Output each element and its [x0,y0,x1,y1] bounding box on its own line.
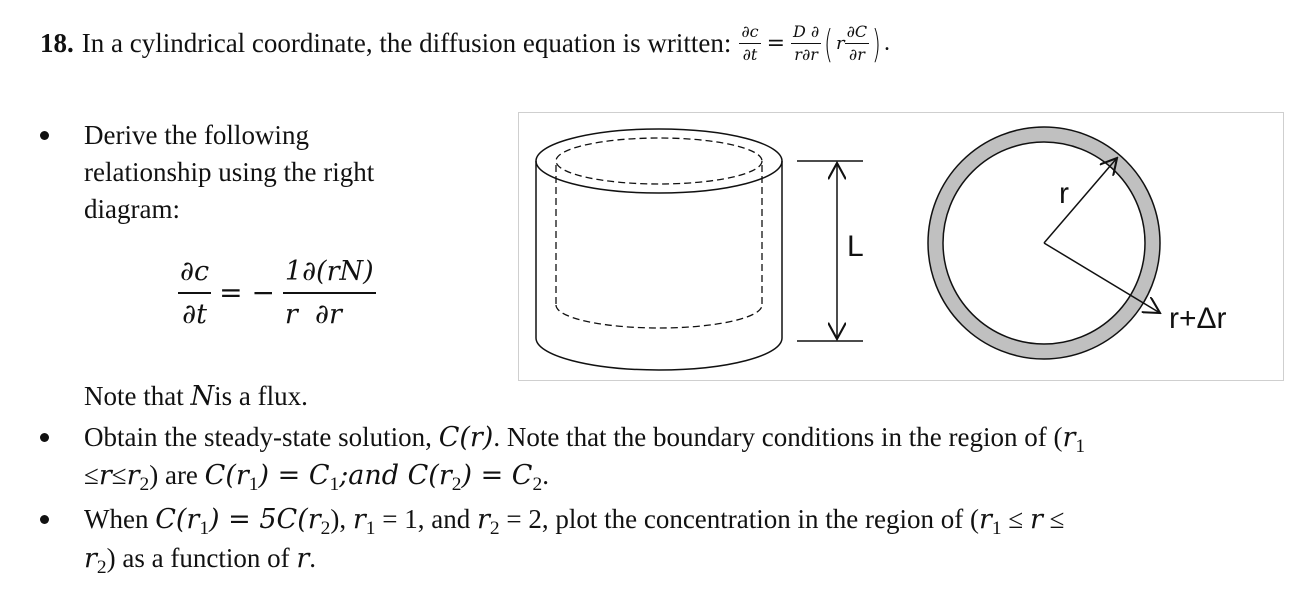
diagram-svg [519,113,1285,382]
cylinder-shape [536,129,782,370]
cylinder-diagram [518,112,1284,381]
length-dimension [797,161,864,341]
bullet-dot [40,515,49,524]
eq-lhs: $\frac{\partial c}{\partial t}$ [741,22,759,64]
bullet2-line1: Obtain the steady-state solution, C(r). Note that the boundary conditions in the region of ($r_1$ [84,422,1086,457]
bullet1-line1: Derive the following [84,120,309,150]
bullet3-line1: When $C(r_1) = 5C(r_2)$, $r_1 = 1$, and $r_2 = 2$, plot the concentration in the region of ($r_1 \le r$ ≤ [84,504,1065,539]
bullet-dot [40,131,49,140]
annulus-cross-section [928,127,1227,359]
flux-note: Note that Nis a flux. [84,381,308,412]
problem-text: In a cylindrical coordinate, the diffusion equation is written: [81,28,732,58]
bullet2-line2: $\le r\le r_2$) are $C(r_1)$ = $C_1;and$ $C(r_2) = C_2$. [84,460,549,495]
bullet-dot [40,433,49,442]
diffusion-equation: $\frac{\partial c}{\partial t}$ = $\frac{D \partial}{r\partial r}$ ( r $\frac{\partial C}{\partial r}$ ) . [741,21,890,66]
flux-equation: ∂c ∂t = − 1∂(rN) r ∂r [180,256,374,330]
problem-number: 18. [40,28,74,58]
eq-rhs-factor: $\frac{D \partial}{r\partial r}$ [793,22,820,64]
label-r: r [1059,177,1069,210]
bullet1-line3: diagram: [84,194,180,224]
label-L: L [847,230,864,263]
bullet3-line2: $r_2$) as a function of r. [84,543,316,578]
problem-statement [40,21,890,66]
eq-inner: $\frac{\partial C}{\partial r}$ [846,22,868,64]
bullet1-line2: relationship using the right [84,157,375,187]
label-r-plus-dr: r+Δr [1169,302,1227,335]
